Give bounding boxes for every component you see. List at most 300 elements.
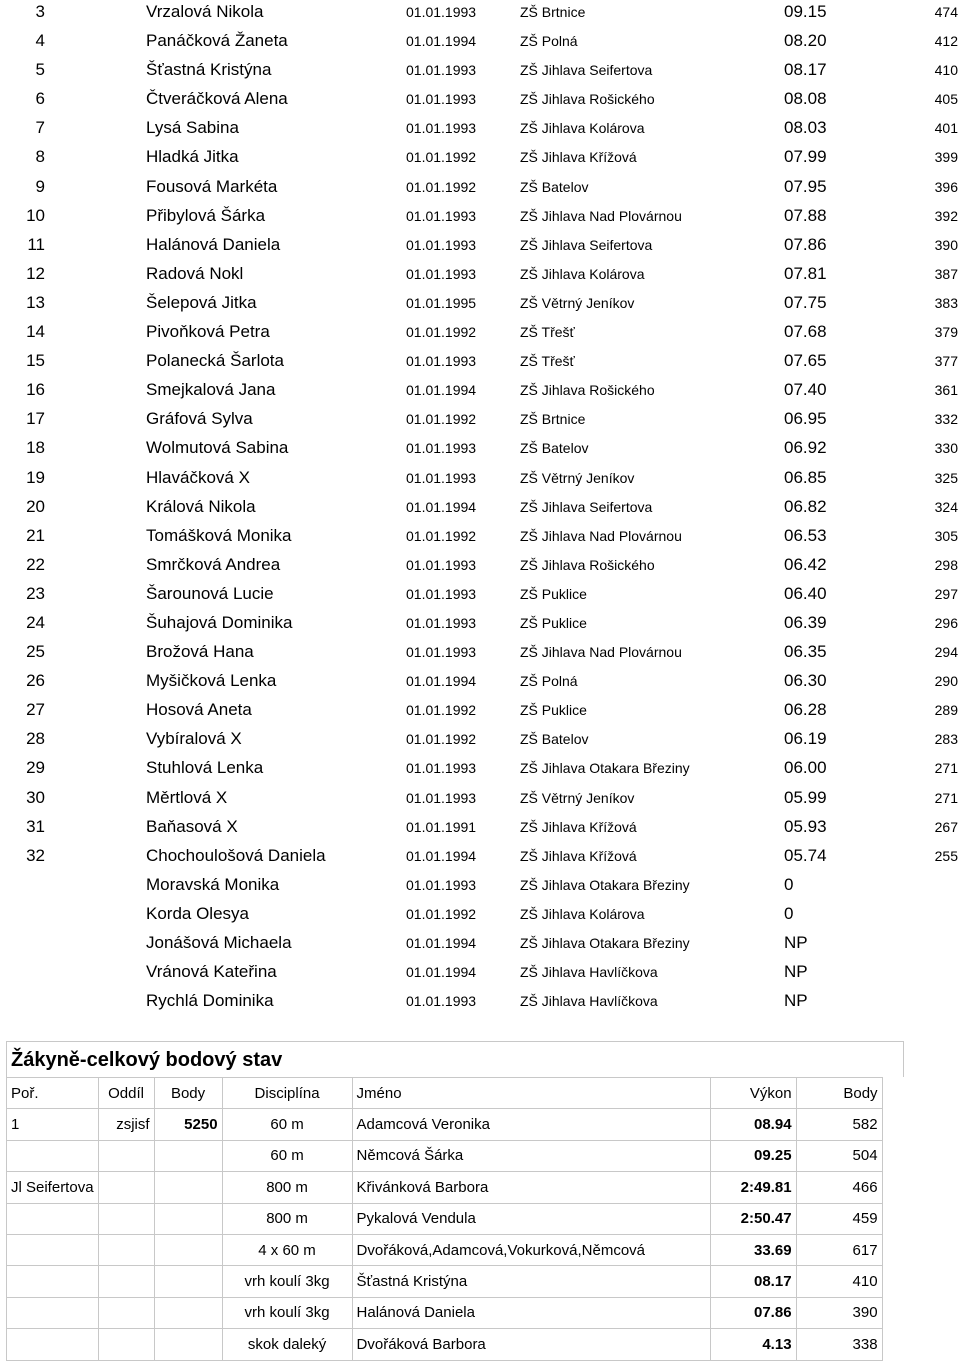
result-cell: 06.92 <box>784 438 827 458</box>
summary-oddil-cell <box>98 1203 154 1234</box>
result-row <box>0 786 960 815</box>
result-row <box>0 756 960 785</box>
rank-cell: 7 <box>35 118 45 138</box>
summary-body-cell <box>154 1297 222 1328</box>
school-cell: ZŠ Jihlava Křížová <box>520 149 637 166</box>
name-cell: Hlaváčková X <box>146 467 250 487</box>
summary-oddil-cell <box>98 1140 154 1171</box>
summary-body2-cell: 410 <box>796 1266 882 1297</box>
name-cell: Pivoňková Petra <box>146 322 270 342</box>
summary-row <box>7 1109 883 1140</box>
points-cell: 283 <box>934 731 958 748</box>
result-row <box>0 204 960 233</box>
dob-cell: 01.01.1991 <box>406 818 477 835</box>
summary-oddil-cell <box>98 1329 154 1360</box>
summary-jmeno-cell: Dvořáková,Adamcová,Vokurková,Němcová <box>352 1234 710 1265</box>
name-cell: Smrčková Andrea <box>146 554 281 574</box>
dob-cell: 01.01.1992 <box>406 731 477 748</box>
points-cell: 296 <box>934 614 958 631</box>
summary-por-cell <box>7 1297 99 1328</box>
points-cell: 325 <box>934 469 958 486</box>
rank-cell: 31 <box>26 816 45 836</box>
result-cell: 05.99 <box>784 787 827 807</box>
result-cell: 06.40 <box>784 583 827 603</box>
school-cell: ZŠ Jihlava Seifertova <box>520 498 653 515</box>
dob-cell: 01.01.1993 <box>406 469 477 486</box>
result-cell: NP <box>784 933 808 952</box>
summary-title: Žákyně-celkový bodový stav <box>6 1041 904 1077</box>
rank-cell: 17 <box>26 409 45 429</box>
result-row <box>0 262 960 291</box>
result-row <box>0 873 960 902</box>
points-cell: 332 <box>934 411 958 428</box>
name-cell: Chochoulošová Daniela <box>146 845 326 865</box>
name-cell: Čtveráčková Alena <box>146 89 288 109</box>
summary-vykon-cell: 08.94 <box>710 1109 796 1140</box>
school-cell: ZŠ Jihlava Kolárova <box>520 265 645 282</box>
summary-vykon-cell: 33.69 <box>710 1234 796 1265</box>
summary-body2-cell: 617 <box>796 1234 882 1265</box>
header-body: Body <box>154 1078 222 1109</box>
result-cell: 09.15 <box>784 2 827 21</box>
result-row <box>0 291 960 320</box>
dob-cell: 01.01.1995 <box>406 294 477 311</box>
school-cell: ZŠ Větrný Jeníkov <box>520 294 635 311</box>
school-cell: ZŠ Jihlava Otakara Březiny <box>520 876 690 893</box>
summary-por-cell <box>7 1234 99 1265</box>
summary-vykon-cell: 07.86 <box>710 1297 796 1328</box>
points-cell: 392 <box>934 207 958 224</box>
dob-cell: 01.01.1994 <box>406 498 477 515</box>
rank-cell: 25 <box>26 642 45 662</box>
school-cell: ZŠ Jihlava Nad Plovárnou <box>520 644 682 661</box>
rank-cell: 4 <box>35 31 45 51</box>
points-cell: 474 <box>934 4 958 20</box>
dob-cell: 01.01.1993 <box>406 440 477 457</box>
name-cell: Šelepová Jitka <box>146 292 257 312</box>
name-cell: Šťastná Kristýna <box>146 60 272 80</box>
summary-disciplina-cell: 60 m <box>222 1109 352 1140</box>
school-cell: ZŠ Větrný Jeníkov <box>520 789 635 806</box>
school-cell: ZŠ Puklice <box>520 585 587 602</box>
result-cell: 07.75 <box>784 292 827 312</box>
summary-disciplina-cell: vrh koulí 3kg <box>222 1266 352 1297</box>
result-row <box>0 466 960 495</box>
summary-por-cell <box>7 1203 99 1234</box>
dob-cell: 01.01.1992 <box>406 324 477 341</box>
points-cell: 305 <box>934 527 958 544</box>
result-row <box>0 87 960 116</box>
name-cell: Králová Nikola <box>146 496 256 516</box>
rank-cell: 3 <box>35 2 45 21</box>
rank-cell: 27 <box>26 700 45 720</box>
summary-body-cell <box>154 1329 222 1360</box>
summary-disciplina-cell: skok daleký <box>222 1329 352 1360</box>
summary-vykon-cell: 2:50.47 <box>710 1203 796 1234</box>
header-vykon: Výkon <box>710 1078 796 1109</box>
summary-por-cell: 1 <box>7 1109 99 1140</box>
rank-cell: 19 <box>26 467 45 487</box>
result-row <box>0 960 960 989</box>
result-row <box>0 640 960 669</box>
dob-cell: 01.01.1993 <box>406 644 477 661</box>
result-cell: 07.81 <box>784 263 827 283</box>
school-cell: ZŠ Jihlava Nad Plovárnou <box>520 207 682 224</box>
name-cell: Smejkalová Jana <box>146 380 276 400</box>
summary-por-cell: Jl Seifertova <box>7 1172 99 1203</box>
name-cell: Vránová Kateřina <box>146 962 277 982</box>
name-cell: Korda Olesya <box>146 903 249 923</box>
name-cell: Stuhlová Lenka <box>146 758 264 778</box>
school-cell: ZŠ Jihlava Rošického <box>520 382 655 399</box>
result-cell: NP <box>784 991 808 1011</box>
result-cell: 0 <box>784 874 794 894</box>
name-cell: Lysá Sabina <box>146 118 239 138</box>
summary-vykon-cell: 4.13 <box>710 1329 796 1360</box>
name-cell: Vybíralová X <box>146 729 242 749</box>
result-cell: 08.20 <box>784 31 827 51</box>
result-row <box>0 902 960 931</box>
summary-por-cell <box>7 1140 99 1171</box>
dob-cell: 01.01.1994 <box>406 935 477 951</box>
summary-body2-cell: 466 <box>796 1172 882 1203</box>
result-row <box>0 407 960 436</box>
summary-jmeno-cell: Adamcová Veronika <box>352 1109 710 1140</box>
rank-cell: 12 <box>26 263 45 283</box>
rank-cell: 14 <box>26 322 45 342</box>
result-cell: 07.95 <box>784 176 827 196</box>
points-cell: 271 <box>934 789 958 806</box>
name-cell: Radová Nokl <box>146 263 244 283</box>
summary-oddil-cell <box>98 1172 154 1203</box>
name-cell: Fousová Markéta <box>146 176 278 196</box>
school-cell: ZŠ Puklice <box>520 702 587 719</box>
summary-row <box>7 1172 883 1203</box>
dob-cell: 01.01.1992 <box>406 149 477 166</box>
result-cell: 07.99 <box>784 147 827 167</box>
points-cell: 330 <box>934 440 958 457</box>
result-row <box>0 116 960 145</box>
result-row <box>0 175 960 204</box>
school-cell: ZŠ Jihlava Kolárova <box>520 120 645 137</box>
result-cell: 06.82 <box>784 496 827 516</box>
result-row <box>0 727 960 756</box>
dob-cell: 01.01.1993 <box>406 207 477 224</box>
result-cell: 07.68 <box>784 322 827 342</box>
dob-cell: 01.01.1994 <box>406 964 477 981</box>
result-row <box>0 145 960 174</box>
dob-cell: 01.01.1993 <box>406 91 477 108</box>
points-cell: 298 <box>934 556 958 573</box>
result-cell: NP <box>784 962 808 982</box>
points-cell: 361 <box>934 382 958 399</box>
rank-cell: 16 <box>26 380 45 400</box>
dob-cell: 01.01.1993 <box>406 993 477 1010</box>
school-cell: ZŠ Jihlava Otakara Březiny <box>520 760 690 777</box>
dob-cell: 01.01.1993 <box>406 4 477 20</box>
name-cell: Měrtlová X <box>146 787 228 807</box>
points-cell: 396 <box>934 178 958 195</box>
school-cell: ZŠ Batelov <box>520 731 589 748</box>
result-cell: 06.19 <box>784 729 827 749</box>
summary-row <box>7 1203 883 1234</box>
rank-cell: 11 <box>27 234 45 254</box>
summary-row <box>7 1297 883 1328</box>
school-cell: ZŠ Jihlava Rošického <box>520 556 655 573</box>
summary-vykon-cell: 08.17 <box>710 1266 796 1297</box>
result-row <box>0 320 960 349</box>
name-cell: Vrzalová Nikola <box>146 2 264 21</box>
result-row <box>0 553 960 582</box>
result-cell: 06.28 <box>784 700 827 720</box>
result-row <box>0 58 960 87</box>
name-cell: Panáčková Žaneta <box>146 31 288 51</box>
summary-body2-cell: 504 <box>796 1140 882 1171</box>
dob-cell: 01.01.1992 <box>406 905 477 922</box>
result-row <box>0 29 960 58</box>
summary-oddil-cell <box>98 1266 154 1297</box>
name-cell: Moravská Monika <box>146 874 280 894</box>
school-cell: ZŠ Jihlava Kolárova <box>520 905 645 922</box>
result-cell: 06.00 <box>784 758 827 778</box>
name-cell: Jonášová Michaela <box>146 933 292 952</box>
points-cell: 297 <box>934 585 958 602</box>
rank-cell: 28 <box>26 729 45 749</box>
points-cell: 267 <box>934 818 958 835</box>
result-cell: 06.53 <box>784 525 827 545</box>
school-cell: ZŠ Jihlava Havlíčkova <box>520 993 658 1010</box>
header-jmeno: Jméno <box>352 1078 710 1109</box>
dob-cell: 01.01.1992 <box>406 702 477 719</box>
summary-header-row <box>7 1078 883 1109</box>
result-row <box>0 582 960 611</box>
points-cell: 294 <box>934 644 958 661</box>
summary-body-cell <box>154 1172 222 1203</box>
result-cell: 07.65 <box>784 351 827 371</box>
dob-cell: 01.01.1993 <box>406 585 477 602</box>
dob-cell: 01.01.1992 <box>406 411 477 428</box>
summary-row <box>7 1329 883 1360</box>
rank-cell: 22 <box>26 554 45 574</box>
points-cell: 255 <box>934 847 958 864</box>
summary-disciplina-cell: 800 m <box>222 1172 352 1203</box>
result-row <box>0 233 960 262</box>
school-cell: ZŠ Jihlava Seifertova <box>520 236 653 253</box>
points-cell: 401 <box>934 120 958 137</box>
summary-jmeno-cell: Pykalová Vendula <box>352 1203 710 1234</box>
result-cell: 0 <box>784 903 794 923</box>
dob-cell: 01.01.1994 <box>406 673 477 690</box>
result-row <box>0 0 960 29</box>
school-cell: ZŠ Brtnice <box>520 411 586 428</box>
name-cell: Myšičková Lenka <box>146 671 277 691</box>
rank-cell: 6 <box>35 89 45 109</box>
summary-oddil-cell: zsjisf <box>98 1109 154 1140</box>
dob-cell: 01.01.1993 <box>406 789 477 806</box>
summary-table <box>6 1077 883 1361</box>
points-cell: 290 <box>934 673 958 690</box>
summary-disciplina-cell: 4 x 60 m <box>222 1234 352 1265</box>
dob-cell: 01.01.1993 <box>406 353 477 370</box>
result-cell: 07.88 <box>784 205 827 225</box>
summary-body2-cell: 338 <box>796 1329 882 1360</box>
result-row <box>0 669 960 698</box>
name-cell: Gráfová Sylva <box>146 409 253 429</box>
result-cell: 06.95 <box>784 409 827 429</box>
summary-oddil-cell <box>98 1297 154 1328</box>
name-cell: Baňasová X <box>146 816 238 836</box>
points-cell: 387 <box>934 265 958 282</box>
rank-cell: 24 <box>26 612 45 632</box>
rank-cell: 18 <box>26 438 45 458</box>
school-cell: ZŠ Jihlava Nad Plovárnou <box>520 527 682 544</box>
result-row <box>0 524 960 553</box>
summary-disciplina-cell: 60 m <box>222 1140 352 1171</box>
rank-cell: 21 <box>26 525 45 545</box>
points-cell: 412 <box>934 33 958 50</box>
dob-cell: 01.01.1993 <box>406 876 477 893</box>
rank-cell: 5 <box>35 60 45 80</box>
header-disciplina: Disciplína <box>222 1078 352 1109</box>
rank-cell: 9 <box>35 176 45 196</box>
dob-cell: 01.01.1992 <box>406 527 477 544</box>
summary-oddil-cell <box>98 1234 154 1265</box>
result-cell: 07.86 <box>784 234 827 254</box>
rank-cell: 15 <box>26 351 45 371</box>
points-cell: 377 <box>934 353 958 370</box>
rank-cell: 10 <box>26 205 45 225</box>
dob-cell: 01.01.1993 <box>406 62 477 79</box>
school-cell: ZŠ Batelov <box>520 440 589 457</box>
header-por: Poř. <box>7 1078 99 1109</box>
school-cell: ZŠ Jihlava Rošického <box>520 91 655 108</box>
name-cell: Tomášková Monika <box>146 525 292 545</box>
dob-cell: 01.01.1994 <box>406 847 477 864</box>
dob-cell: 01.01.1993 <box>406 556 477 573</box>
result-cell: 06.39 <box>784 612 827 632</box>
summary-section <box>6 1041 904 1361</box>
dob-cell: 01.01.1993 <box>406 760 477 777</box>
school-cell: ZŠ Větrný Jeníkov <box>520 469 635 486</box>
points-cell: 324 <box>934 498 958 515</box>
result-cell: 07.40 <box>784 380 827 400</box>
school-cell: ZŠ Polná <box>520 33 578 50</box>
summary-disciplina-cell: 800 m <box>222 1203 352 1234</box>
name-cell: Hosová Aneta <box>146 700 252 720</box>
result-row <box>0 436 960 465</box>
rank-cell: 23 <box>26 583 45 603</box>
summary-body-cell: 5250 <box>154 1109 222 1140</box>
summary-row <box>7 1266 883 1297</box>
name-cell: Halánová Daniela <box>146 234 281 254</box>
summary-body-cell <box>154 1234 222 1265</box>
result-row <box>0 989 960 1018</box>
points-cell: 271 <box>934 760 958 777</box>
school-cell: ZŠ Jihlava Otakara Březiny <box>520 935 690 951</box>
points-cell: 289 <box>934 702 958 719</box>
school-cell: ZŠ Brtnice <box>520 4 586 20</box>
name-cell: Wolmutová Sabina <box>146 438 289 458</box>
points-cell: 405 <box>934 91 958 108</box>
rank-cell: 29 <box>26 758 45 778</box>
school-cell: ZŠ Polná <box>520 673 578 690</box>
summary-jmeno-cell: Němcová Šárka <box>352 1140 710 1171</box>
result-cell: 05.93 <box>784 816 827 836</box>
summary-body-cell <box>154 1140 222 1171</box>
dob-cell: 01.01.1994 <box>406 382 477 399</box>
result-cell: 08.03 <box>784 118 827 138</box>
dob-cell: 01.01.1994 <box>406 33 477 50</box>
result-row <box>0 378 960 407</box>
result-row <box>0 931 960 960</box>
result-cell: 06.42 <box>784 554 827 574</box>
summary-jmeno-cell: Dvořáková Barbora <box>352 1329 710 1360</box>
result-row <box>0 611 960 640</box>
name-cell: Brožová Hana <box>146 642 254 662</box>
school-cell: ZŠ Jihlava Havlíčkova <box>520 964 658 981</box>
name-cell: Šuhajová Dominika <box>146 612 293 632</box>
result-cell: 06.30 <box>784 671 827 691</box>
rank-cell: 32 <box>26 845 45 865</box>
result-cell: 06.35 <box>784 642 827 662</box>
summary-body2-cell: 582 <box>796 1109 882 1140</box>
summary-jmeno-cell: Křivánková Barbora <box>352 1172 710 1203</box>
points-cell: 383 <box>934 294 958 311</box>
name-cell: Rychlá Dominika <box>146 991 274 1011</box>
name-cell: Přibylová Šárka <box>146 205 266 225</box>
summary-body2-cell: 459 <box>796 1203 882 1234</box>
points-cell: 410 <box>934 62 958 79</box>
summary-jmeno-cell: Halánová Daniela <box>352 1297 710 1328</box>
result-row <box>0 349 960 378</box>
header-oddil: Oddíl <box>98 1078 154 1109</box>
summary-jmeno-cell: Šťastná Kristýna <box>352 1266 710 1297</box>
result-row <box>0 698 960 727</box>
dob-cell: 01.01.1993 <box>406 265 477 282</box>
summary-row <box>7 1234 883 1265</box>
summary-vykon-cell: 2:49.81 <box>710 1172 796 1203</box>
rank-cell: 8 <box>35 147 45 167</box>
result-cell: 05.74 <box>784 845 827 865</box>
school-cell: ZŠ Puklice <box>520 614 587 631</box>
summary-body-cell <box>154 1203 222 1234</box>
result-row <box>0 495 960 524</box>
summary-vykon-cell: 09.25 <box>710 1140 796 1171</box>
dob-cell: 01.01.1992 <box>406 178 477 195</box>
dob-cell: 01.01.1993 <box>406 236 477 253</box>
points-cell: 399 <box>934 149 958 166</box>
school-cell: ZŠ Třešť <box>520 353 575 370</box>
rank-cell: 13 <box>26 292 45 312</box>
school-cell: ZŠ Třešť <box>520 324 575 341</box>
result-cell: 08.17 <box>784 60 827 80</box>
summary-body-cell <box>154 1266 222 1297</box>
summary-disciplina-cell: vrh koulí 3kg <box>222 1297 352 1328</box>
points-cell: 390 <box>934 236 958 253</box>
school-cell: ZŠ Jihlava Křížová <box>520 818 637 835</box>
result-cell: 08.08 <box>784 89 827 109</box>
school-cell: ZŠ Jihlava Křížová <box>520 847 637 864</box>
school-cell: ZŠ Batelov <box>520 178 589 195</box>
school-cell: ZŠ Jihlava Seifertova <box>520 62 653 79</box>
rank-cell: 26 <box>26 671 45 691</box>
result-cell: 06.85 <box>784 467 827 487</box>
name-cell: Šarounová Lucie <box>146 583 274 603</box>
header-body2: Body <box>796 1078 882 1109</box>
rank-cell: 30 <box>26 787 45 807</box>
summary-row <box>7 1140 883 1171</box>
points-cell: 379 <box>934 324 958 341</box>
